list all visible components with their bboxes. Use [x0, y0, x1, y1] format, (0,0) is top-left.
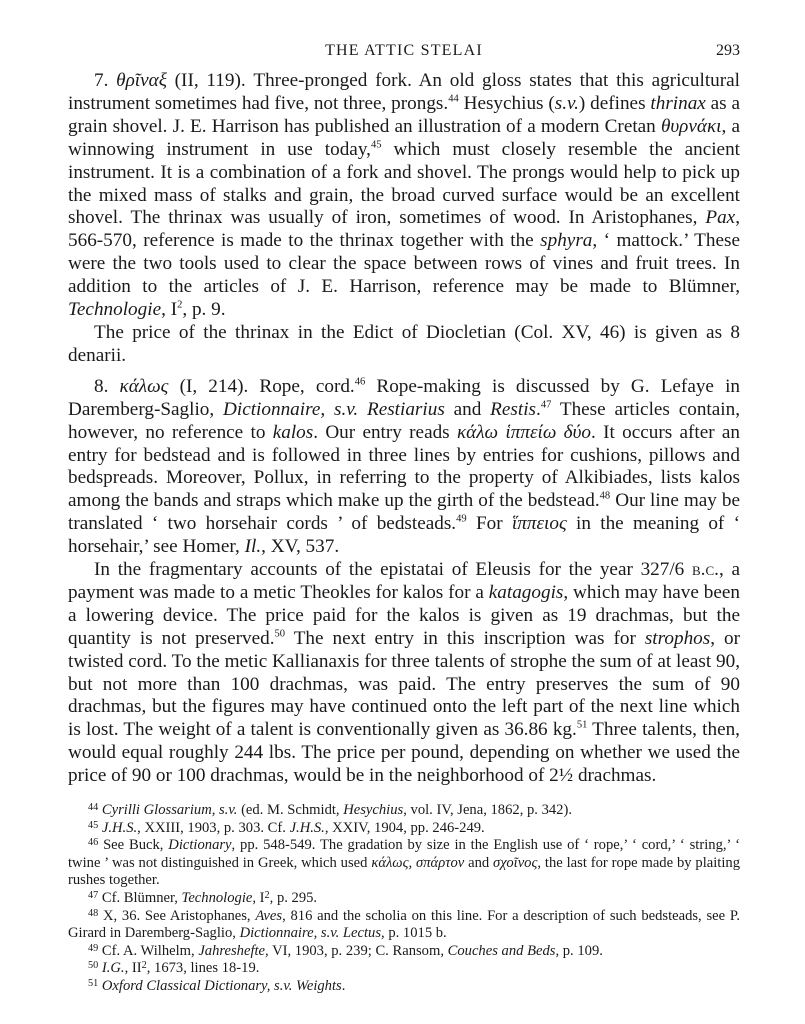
footnote-marker: 45 [88, 819, 99, 831]
footnote-marker: 44 [448, 93, 459, 105]
page-number: 293 [716, 42, 740, 59]
footnote-marker: 48 [599, 490, 611, 502]
footnote-marker: 47 [540, 399, 552, 411]
small-caps-run: b.c. [692, 559, 719, 581]
italic-run: Technologie [181, 890, 253, 907]
footnote-marker: 47 [88, 889, 99, 901]
italic-run: κάλω ἱππείω δύο [456, 421, 591, 443]
italic-run: Restis [490, 398, 537, 420]
italic-run: katagogis [488, 581, 564, 603]
footnote-marker: 51 [88, 977, 99, 989]
footnote-49: $^{49}$ Cf. A. Wilhelm, Jahreshefte, VI, 1903, p. 239; C. Ransom, Couches and Beds, p. 109. [88, 942, 603, 959]
footnote-marker: 51 [576, 719, 588, 731]
italic-run: Pax [705, 207, 736, 229]
italic-run: J.H.S. [289, 819, 325, 836]
italic-run: thrinax [650, 92, 706, 114]
footnote-46: $^{46}$ See Buck, Dictionary, pp. 548-549. The gradation by size in the English use of ‘ rope,’ ‘ cord,’ ‘ string,’ ‘ twine ’ was not distinguished in Greek, which used κάλως, σπάρτον and σχοῖνος, the last for rope made by plaiting rushes together. [68, 837, 740, 889]
italic-run: Jahreshefte [198, 942, 266, 959]
footnote-marker: 50 [274, 628, 286, 640]
italic-run: Oxford Classical Dictionary, s.v. Weights [101, 978, 342, 995]
paragraph-eleusis-accounts: In the fragmentary accounts of the epistatai of Eleusis for the year 327/6 b.c., a payment was made to a metic Theokles for kalos for a katagogis, which may have been a lowering device. The price paid for the kalos is given as 19 drachmas, but the quantity is not preserved.$^{50}$ The next entry in this inscription was for strophos, or twisted cord. To the metic Kallianaxis for three talents of strophe the sum of at least 90, but not more than 100 drachmas, was paid. The entry preserves the sum of 90 drachmas, but the figures may have continued onto the left part of the next line which is lost. The weight of a talent is conventionally given as 36.86 kg.$^{51}$ Three talents, then, would equal roughly 244 lbs. The price per pound, depending on whether we used the price of 90 or 100 drachmas, would be in the neighborhood of 2½ drachmas. [68, 559, 741, 787]
italic-run: ἵππειος [511, 513, 567, 535]
footnote-44: $^{44}$ Cyrilli Glossarium, s.v. (ed. M. Schmidt, Hesychius, vol. IV, Jena, 1862, p. 342). [88, 802, 572, 819]
running-title: THE ATTIC STELAI [325, 42, 483, 59]
italic-run: σχοῖνος [493, 854, 538, 871]
italic-run: J.H.S. [101, 819, 138, 836]
italic-run: κάλως, σπάρτον [371, 854, 465, 871]
italic-run: Dictionnaire, s.v. Lectus [239, 925, 382, 942]
footnote-marker: 49 [456, 513, 467, 525]
footnotes [68, 802, 740, 996]
italic-run: Dictionnaire, s.v. Restiarius [223, 398, 445, 420]
italic-run: kalos [272, 421, 314, 443]
italic-run: sphyra [540, 230, 593, 252]
footnote-marker: 2 [141, 960, 147, 972]
footnote-marker: 46 [354, 376, 366, 388]
italic-run: Dictionary [168, 837, 232, 854]
footnote-48: $^{48}$ X, 36. See Aristophanes, Aves, 816 and the scholia on this line. For a description of such bedsteads, see P. Girard in Daremberg-Saglio, Dictionnaire, s.v. Lectus, p. 1015 b. [68, 907, 740, 942]
footnote-marker: 46 [88, 837, 99, 849]
footnote-marker: 49 [88, 942, 99, 954]
footnote-marker: 48 [88, 907, 99, 919]
italic-run: I.G. [101, 960, 125, 977]
footnote-51: $^{51}$ Oxford Classical Dictionary, s.v. Weights. [88, 977, 346, 995]
paragraph-kalos: 8. κάλως (I, 214). Rope, cord.$^{46}$ Rope-making is discussed by G. Lefaye in Daremberg-Saglio, Dictionnaire, s.v. Restiarius and Restis.$^{47}$ These articles contain, however, no reference to kalos. Our entry reads κάλω ἱππείω δύο. It occurs after an entry for bedstead and is followed in three lines by entries for cushions, pillows and bedspreads. Moreover, Pollux, in referring to the property of Alkibiades, lists kalos among the bands and straps which make up the girth of the bedstead.$^{48}$ Our line may be translated ‘ two horsehair cords ’ of bedsteads.$^{49}$ For ἵππειος in the meaning of ‘ horsehair,’ see Homer, Il., XV, 537. [68, 375, 741, 558]
footnote-marker: 45 [370, 139, 382, 151]
italic-run: Hesychius [343, 802, 404, 819]
italic-run: θυρνάκι [660, 115, 722, 137]
italic-run: θρῖναξ [116, 70, 167, 91]
italic-run: s.v. [554, 92, 579, 114]
footnote-marker: 50 [88, 960, 99, 972]
paragraph-thrinax-price: The price of the thrinax in the Edict of Diocletian (Col. XV, 46) is given as 8 denarii. [68, 321, 740, 366]
italic-run: Aves [255, 907, 283, 924]
italic-run: Il. [244, 536, 262, 558]
footnote-45: $^{45}$ J.H.S., XXIII, 1903, p. 303. Cf. J.H.S., XXIV, 1904, pp. 246-249. [88, 819, 485, 836]
footnote-marker: 44 [88, 802, 99, 814]
italic-run: Technologie [68, 299, 162, 321]
footnote-marker: 2 [177, 299, 183, 311]
paragraph-thrinax: 7. θρῖναξ (II, 119). Three-pronged fork. An old gloss states that this agricultural instrument sometimes had five, not three, prongs.$^{44}$ Hesychius (s.v.) defines thrinax as a grain shovel. J. E. Harrison has published an illustration of a modern Cretan θυρνάκι, a winnowing instrument in use today,$^{45}$ which must closely resemble the ancient instrument. It is a combination of a fork and shovel. The prongs would help to pick up the mixed mass of stalks and grain, the broad curved surface would be an excellent shovel. The thrinax was usually of iron, sometimes of wood. In Aristophanes, Pax, 566-570, reference is made to the thrinax together with the sphyra, ‘ mattock.’ These were the two tools used to clear the space between rows of vines and fruit trees. In addition to the articles of J. E. Harrison, reference may be made to Blümner, Technologie, $I^2$, p. 9. [68, 70, 741, 321]
page [68, 42, 740, 996]
footnote-50: $^{50}$ I.G., $II^2$, 1673, lines 18-19. [88, 960, 260, 977]
footnote-marker: 2 [264, 889, 270, 901]
main-text [68, 70, 740, 788]
running-header [68, 42, 740, 70]
italic-run: strophos [644, 627, 711, 649]
footnote-47: $^{47}$ Cf. Blümner, Technologie, $I^2$, p. 295. [88, 889, 318, 907]
italic-run: Cyrilli Glossarium, s.v. [101, 802, 238, 819]
italic-run: κάλως [119, 375, 169, 397]
italic-run: Couches and Beds [447, 942, 556, 959]
